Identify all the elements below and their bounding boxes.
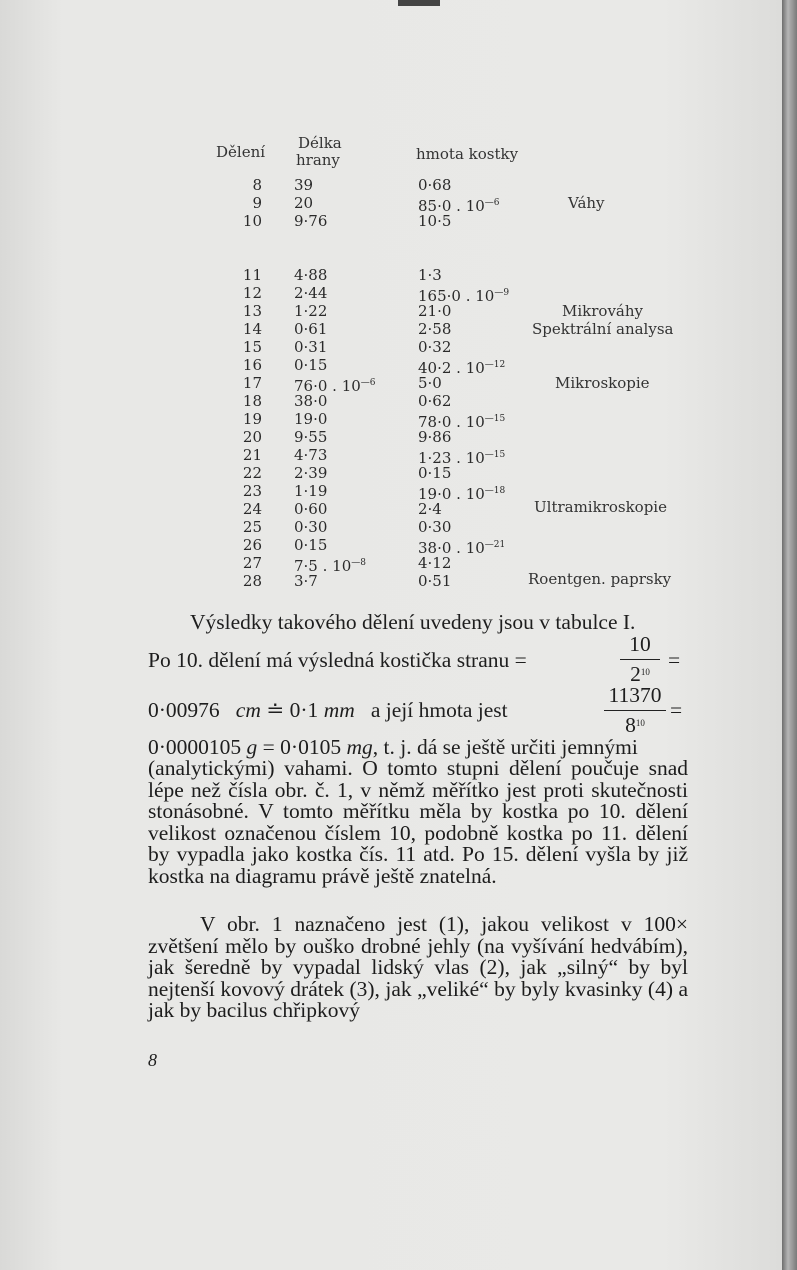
cell-edge: 0·30 <box>294 518 328 536</box>
cell-edge: 3·7 <box>294 572 318 590</box>
cell-divisions: 27 <box>242 554 262 572</box>
cell-edge: 1·19 <box>294 482 328 500</box>
header-edge-length-1: Délka <box>298 134 342 152</box>
text-line-3: 0·00976 cm ≐ 0·1 mm a její hmota jest <box>148 698 508 722</box>
cell-edge: 0·15 <box>294 536 328 554</box>
cell-divisions: 14 <box>242 320 262 338</box>
text-line-2: Po 10. dělení má výsledná kostička stranu = <box>148 648 527 672</box>
header-mass: hmota kostky <box>416 145 519 163</box>
paragraph-1: (analytickými) vahami. O tomto stupni dělení poučuje snad lépe než čísla obr. č. 1, v němž měřítko jest proti skutečnosti stonásobné. V tomto měřítku měla by kostka po 10. dělení velikost označenou číslem 10, podobně kostka po 11. dělení by vypadla jako kostka čís. 11 atd. Po 15. dělení vyšla by již kostka na diagramu právě ještě znatelná. <box>148 756 688 888</box>
area-ultramikroskopie: Ultramikroskopie <box>534 498 667 516</box>
area-spektralni: Spektrální analysa <box>532 320 674 338</box>
cell-edge: 0·15 <box>294 356 328 374</box>
cell-mass: 19·0 . $10^{—18}$ <box>418 485 506 503</box>
cell-divisions: 25 <box>242 518 262 536</box>
cell-mass: 40·2 . $10^{—12}$ <box>418 359 506 377</box>
cell-edge: 9·55 <box>294 428 328 446</box>
text-line-1: Výsledky takového dělení uvedeny jsou v tabulce I. <box>190 610 636 634</box>
cell-divisions: 21 <box>242 446 262 464</box>
page-number: 8 <box>148 1050 157 1070</box>
cell-mass: 5·0 <box>418 374 442 392</box>
cell-divisions: 15 <box>242 338 262 356</box>
cell-divisions: 18 <box>242 392 262 410</box>
cell-divisions: 13 <box>242 302 262 320</box>
fraction-1: 10 $2^{10}$ <box>620 632 660 687</box>
cell-divisions: 24 <box>242 500 262 518</box>
cell-mass: 0·32 <box>418 338 452 356</box>
cell-divisions: 12 <box>242 284 262 302</box>
cell-mass: 38·0 . $10^{—21}$ <box>418 539 506 557</box>
cell-mass: 1·3 <box>418 266 442 284</box>
cell-mass: 10·5 <box>418 212 452 230</box>
cell-mass: 0·30 <box>418 518 452 536</box>
cell-divisions: 19 <box>242 410 262 428</box>
text-line-4: 0·0000105 g = 0·0105 mg, t. j. dá se ještě určiti jemnými <box>148 735 638 759</box>
fraction-2: 11370 $8^{10}$ <box>604 683 666 738</box>
equals-1: = <box>668 648 681 672</box>
cell-divisions: 16 <box>242 356 262 374</box>
cell-edge: 4·73 <box>294 446 328 464</box>
cell-edge: 7·5 . $10^{—8}$ <box>294 557 366 575</box>
header-divisions: Dělení <box>216 143 266 161</box>
cell-divisions: 26 <box>242 536 262 554</box>
cell-mass: 1·23 . $10^{—15}$ <box>418 449 506 467</box>
area-vahy: Váhy <box>568 194 605 212</box>
cell-mass: 78·0 . $10^{—15}$ <box>418 413 506 431</box>
cell-mass: 2·4 <box>418 500 442 518</box>
area-roentgen: Roentgen. paprsky <box>528 570 672 588</box>
cell-mass: 0·51 <box>418 572 452 590</box>
cell-edge: 0·60 <box>294 500 328 518</box>
cell-edge: 76·0 . $10^{—6}$ <box>294 377 376 395</box>
cell-edge: 2·44 <box>294 284 328 302</box>
cell-edge: 9·76 <box>294 212 328 230</box>
cell-divisions: 28 <box>242 572 262 590</box>
cell-edge: 1·22 <box>294 302 328 320</box>
cell-edge: 20 <box>294 194 314 212</box>
cell-mass: 4·12 <box>418 554 452 572</box>
cell-mass: 2·58 <box>418 320 452 338</box>
cell-mass: 165·0 . $10^{—9}$ <box>418 287 510 305</box>
cell-divisions: 8 <box>252 176 262 194</box>
page-edge <box>782 0 797 1270</box>
cell-divisions: 9 <box>252 194 262 212</box>
cell-divisions: 10 <box>242 212 262 230</box>
cell-edge: 38·0 <box>294 392 328 410</box>
cell-edge: 0·61 <box>294 320 328 338</box>
cell-divisions: 17 <box>242 374 262 392</box>
cell-edge: 39 <box>294 176 314 194</box>
cell-divisions: 23 <box>242 482 262 500</box>
cell-edge: 2·39 <box>294 464 328 482</box>
area-mikrovahy: Mikrováhy <box>562 302 643 320</box>
header-edge-length-2: hrany <box>296 151 340 169</box>
cell-mass: 0·68 <box>418 176 452 194</box>
cell-divisions: 22 <box>242 464 262 482</box>
cell-mass: 9·86 <box>418 428 452 446</box>
cell-edge: 19·0 <box>294 410 328 428</box>
area-mikroskopie: Mikroskopie <box>555 374 650 392</box>
equals-2: = <box>670 698 683 722</box>
paragraph-2: V obr. 1 naznačeno jest (1), jakou velikost v 100× zvětšení mělo by ouško drobné jehly (na vyšívání hedvábím), jak šeredně by vypadal lidský vlas (2), jak „silný“ by byl nejtenší kovový drátek (3), jak „veliké“ by byly kvasinky (4) a jak by bacilus chřipkový <box>148 912 688 1023</box>
cell-divisions: 20 <box>242 428 262 446</box>
cell-mass: 21·0 <box>418 302 452 320</box>
cell-edge: 0·31 <box>294 338 328 356</box>
cell-edge: 4·88 <box>294 266 328 284</box>
scan-mark <box>398 0 440 6</box>
cell-mass: 85·0 . $10^{—6}$ <box>418 197 500 215</box>
cell-divisions: 11 <box>242 266 262 284</box>
cell-mass: 0·62 <box>418 392 452 410</box>
cell-mass: 0·15 <box>418 464 452 482</box>
